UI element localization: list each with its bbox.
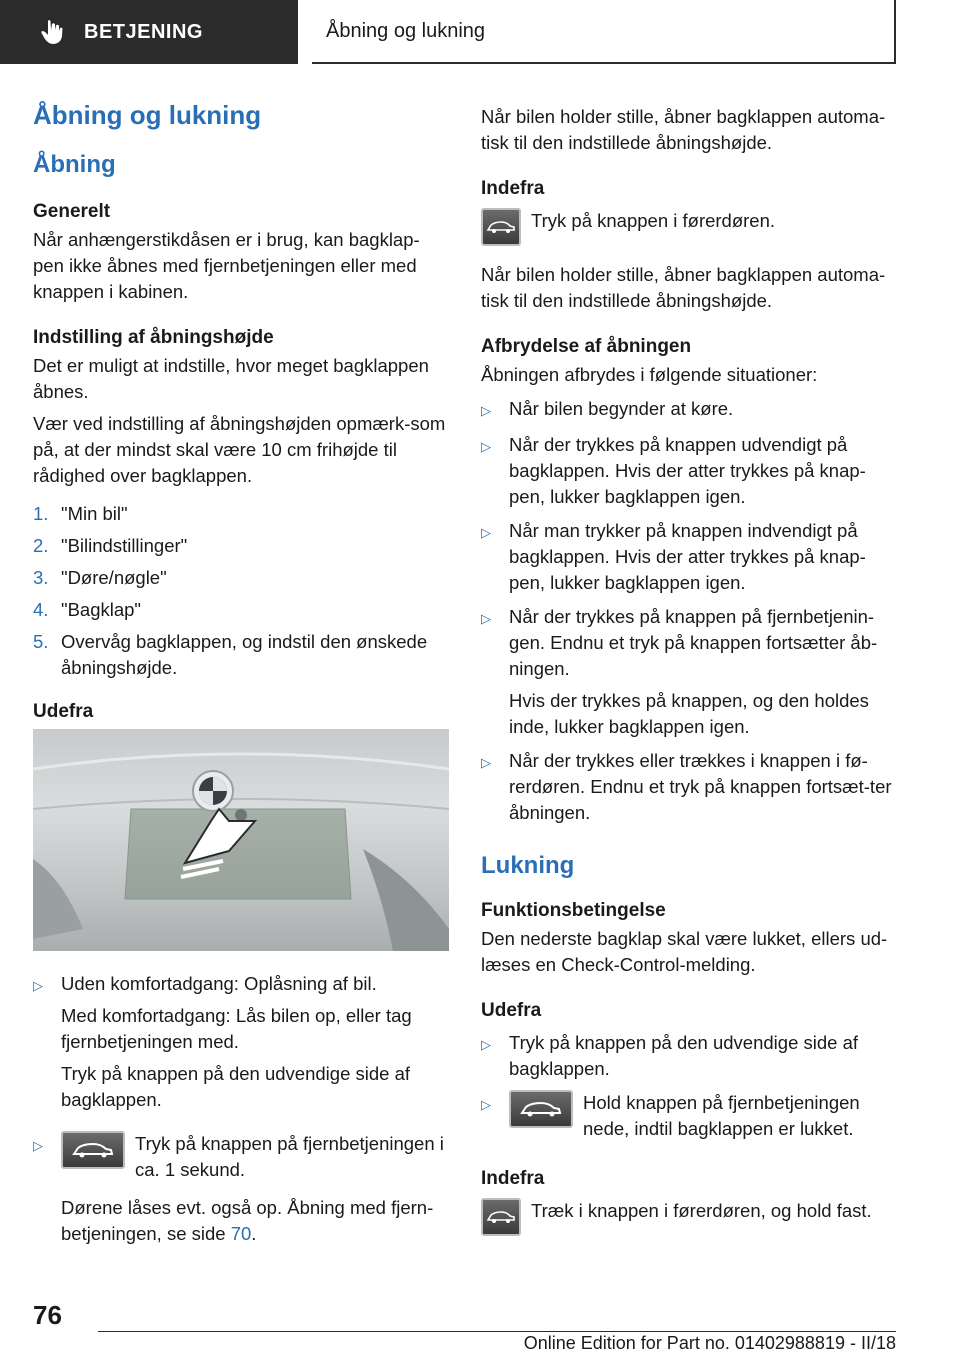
tailgate-photo [33,729,449,951]
list-item: ▷ Når der trykkes på knappen på fjernbetjenin-gen. Endnu et tryk på knappen fortsætter åb-ningen. Hvis der trykkes på knappen, og den holdes inde, lukker bagklappen igen. [481,604,897,740]
list-item: ▷ Tryk på knappen på fjernbetjeningen i ca. 1 sekund. Dørene låses evt. også op. Åbning med fjern-betjeningen, se side 70. [33,1131,449,1253]
section-title-opening: Åbning [33,151,116,178]
left-column [33,100,449,1261]
edition-text: Online Edition for Part no. 01402988819 - II/18 [523,1333,896,1353]
heading-general: Generelt [33,201,111,222]
footer-divider [98,1331,896,1332]
page-number: 76 [33,1300,62,1330]
list-item: 1. "Min bil" [33,503,128,524]
list-item: 5. Overvåg bagklappen, og indstil den ønskede åbningshøjde. [33,631,428,678]
list-item: 4. "Bagklap" [33,599,141,620]
list-item: ▷ Tryk på knappen på den udvendige side af bagklappen. [481,1030,897,1082]
settings-steps [33,501,449,681]
interrupt-list [481,396,897,826]
right-column [481,104,897,1248]
tailgate-button-icon [509,1090,573,1128]
heading-inside: Indefra [481,178,545,199]
page-link[interactable]: 70 [230,1223,252,1244]
triangle-bullet-icon: ▷ [481,403,491,418]
triangle-bullet-icon: ▷ [481,755,491,770]
door-button-icon [481,208,521,246]
list-item: 3. "Døre/nøgle" [33,567,167,588]
door-button-icon [481,1198,521,1236]
list-item: ▷ Når der trykkes på knappen udvendigt på bagklappen. Hvis der atter trykkes på knap-pen, lukker bagklappen igen. [481,432,897,510]
list-item: 2. "Bilindstillinger" [33,535,188,556]
section-label: BETJENING [84,20,203,43]
triangle-bullet-icon: ▷ [481,525,491,540]
interrupt-intro: Åbningen afbrydes i følgende situationer: [481,364,818,385]
heading-close-inside: Indefra [481,1168,545,1189]
setting-text-1: Det er muligt at indstille, hvor meget bagklappen åbnes. [33,355,429,402]
heading-close-outside: Udefra [481,1000,542,1021]
setting-text-2: Vær ved indstilling af åbningshøjden opmærk-som på, at der mindst skal være 10 cm frihøjde til rådighed over bagklappen. [33,413,446,486]
breadcrumb-text: Åbning og lukning [326,19,486,42]
breadcrumb [312,0,896,64]
list-item: ▷ Hold knappen på fjernbetjeningen nede, indtil bagklappen er lukket. [481,1090,897,1148]
inside-text: Tryk på knappen i førerdøren. [531,210,776,231]
close-inside-text: Træk i knappen i førerdøren, og hold fast. [531,1200,872,1221]
tailgate-button-icon [61,1131,125,1169]
triangle-bullet-icon: ▷ [33,1138,43,1153]
heading-function: Funktionsbetingelse [481,900,666,921]
triangle-bullet-icon: ▷ [481,439,491,454]
triangle-bullet-icon: ▷ [481,611,491,626]
heading-interrupt: Afbrydelse af åbningen [481,336,692,357]
list-item: ▷ Når bilen begynder at køre. [481,396,897,424]
list-item: ▷ Når man trykker på knappen indvendigt på bagklappen. Hvis der atter trykkes på knap-pen, lukker bagklappen igen. [481,518,897,596]
function-text: Den nederste bagklap skal være lukket, ellers ud-læses en Check-Control-melding. [481,928,888,975]
section-tab [0,0,298,64]
section-title-closing: Lukning [481,852,575,879]
list-item: ▷ Når der trykkes eller trækkes i knappen i fø-rerdøren. Endnu et tryk på knappen fortsæt-ter åbningen. [481,748,897,826]
remote-note: Dørene låses evt. også op. Åbning med fjern-betjeningen, se side 70. [61,1197,434,1244]
triangle-bullet-icon: ▷ [481,1037,491,1052]
triangle-bullet-icon: ▷ [481,1097,491,1112]
triangle-bullet-icon: ▷ [33,978,43,993]
open-outside-list [33,971,449,1253]
hand-pointer-icon [40,19,66,45]
auto-open-text-1: Når bilen holder stille, åbner bagklappen automa-tisk til den indstillede åbningshøjde. [481,106,886,153]
close-outside-list [481,1030,897,1148]
general-text: Når anhængerstikdåsen er i brug, kan bagklap-pen ikke åbnes med fjernbetjeningen eller med knappen i kabinen. [33,229,420,302]
page-title: Åbning og lukning [33,100,262,130]
heading-setting: Indstilling af åbningshøjde [33,327,274,348]
heading-outside: Udefra [33,701,94,722]
auto-open-text-2: Når bilen holder stille, åbner bagklappen automa-tisk til den indstillede åbningshøjde. [481,264,886,311]
list-item: ▷ Uden komfortadgang: Oplåsning af bil. Med komfortadgang: Lås bilen op, eller tag fjernbetjeningen med. Tryk på knappen på den udvendige side af bagklappen. [33,971,449,1119]
